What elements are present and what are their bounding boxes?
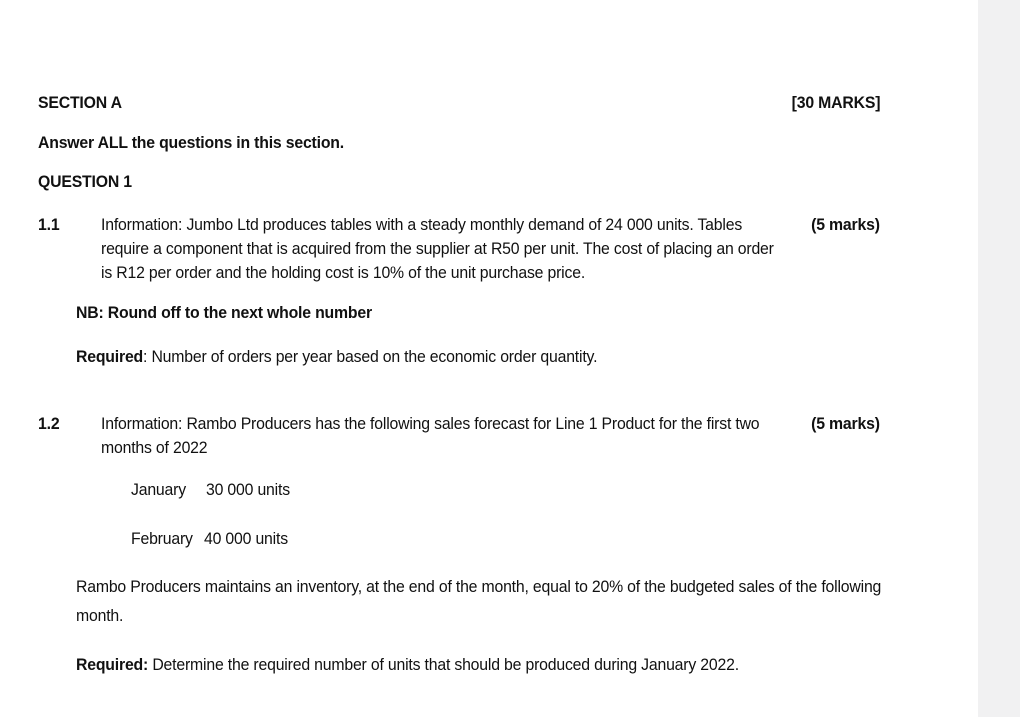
instruction-text: Answer ALL the questions in this section. (38, 133, 344, 152)
section-title: SECTION A (38, 93, 122, 112)
q1-1-info-line: Information: Jumbo Ltd produces tables with a steady monthly demand of 24 000 units. Tables (101, 215, 743, 234)
q1-2-inventory-line: month. (76, 606, 124, 625)
q1-2-info-line: Information: Rambo Producers has the following sales forecast for Line 1 Product for the first two (101, 414, 760, 433)
q1-1-info-line: require a component that is acquired from the supplier at R50 per unit. The cost of placing an order (101, 239, 774, 258)
q1-2-required-text: Determine the required number of units that should be produced during January 2022. (148, 655, 739, 674)
forecast-month: January (131, 480, 186, 499)
q1-1-number: 1.1 (38, 215, 60, 234)
q1-1-required-label: Required (76, 347, 144, 366)
q1-2-marks: (5 marks) (811, 414, 880, 433)
section-marks: [30 MARKS] (791, 93, 880, 112)
q1-1-marks: (5 marks) (811, 215, 880, 234)
forecast-units: 30 000 units (206, 480, 290, 499)
q1-1-required (76, 345, 597, 369)
q1-1-required-text: : Number of orders per year based on the economic order quantity. (143, 347, 598, 366)
q1-2-required-label: Required: (76, 655, 149, 674)
q1-2-number: 1.2 (38, 414, 60, 433)
question-title: QUESTION 1 (38, 172, 132, 191)
forecast-units: 40 000 units (204, 529, 288, 548)
q1-2-required (76, 653, 739, 677)
side-gutter (978, 0, 1020, 717)
forecast-month: February (131, 529, 193, 548)
q1-1-nb-note: NB: Round off to the next whole number (76, 303, 372, 322)
q1-2-inventory-line: Rambo Producers maintains an inventory, at the end of the month, equal to 20% of the budgeted sales of the following (76, 577, 882, 596)
q1-1-info-line: is R12 per order and the holding cost is 10% of the unit purchase price. (101, 263, 586, 282)
q1-2-info-line: months of 2022 (101, 438, 208, 457)
